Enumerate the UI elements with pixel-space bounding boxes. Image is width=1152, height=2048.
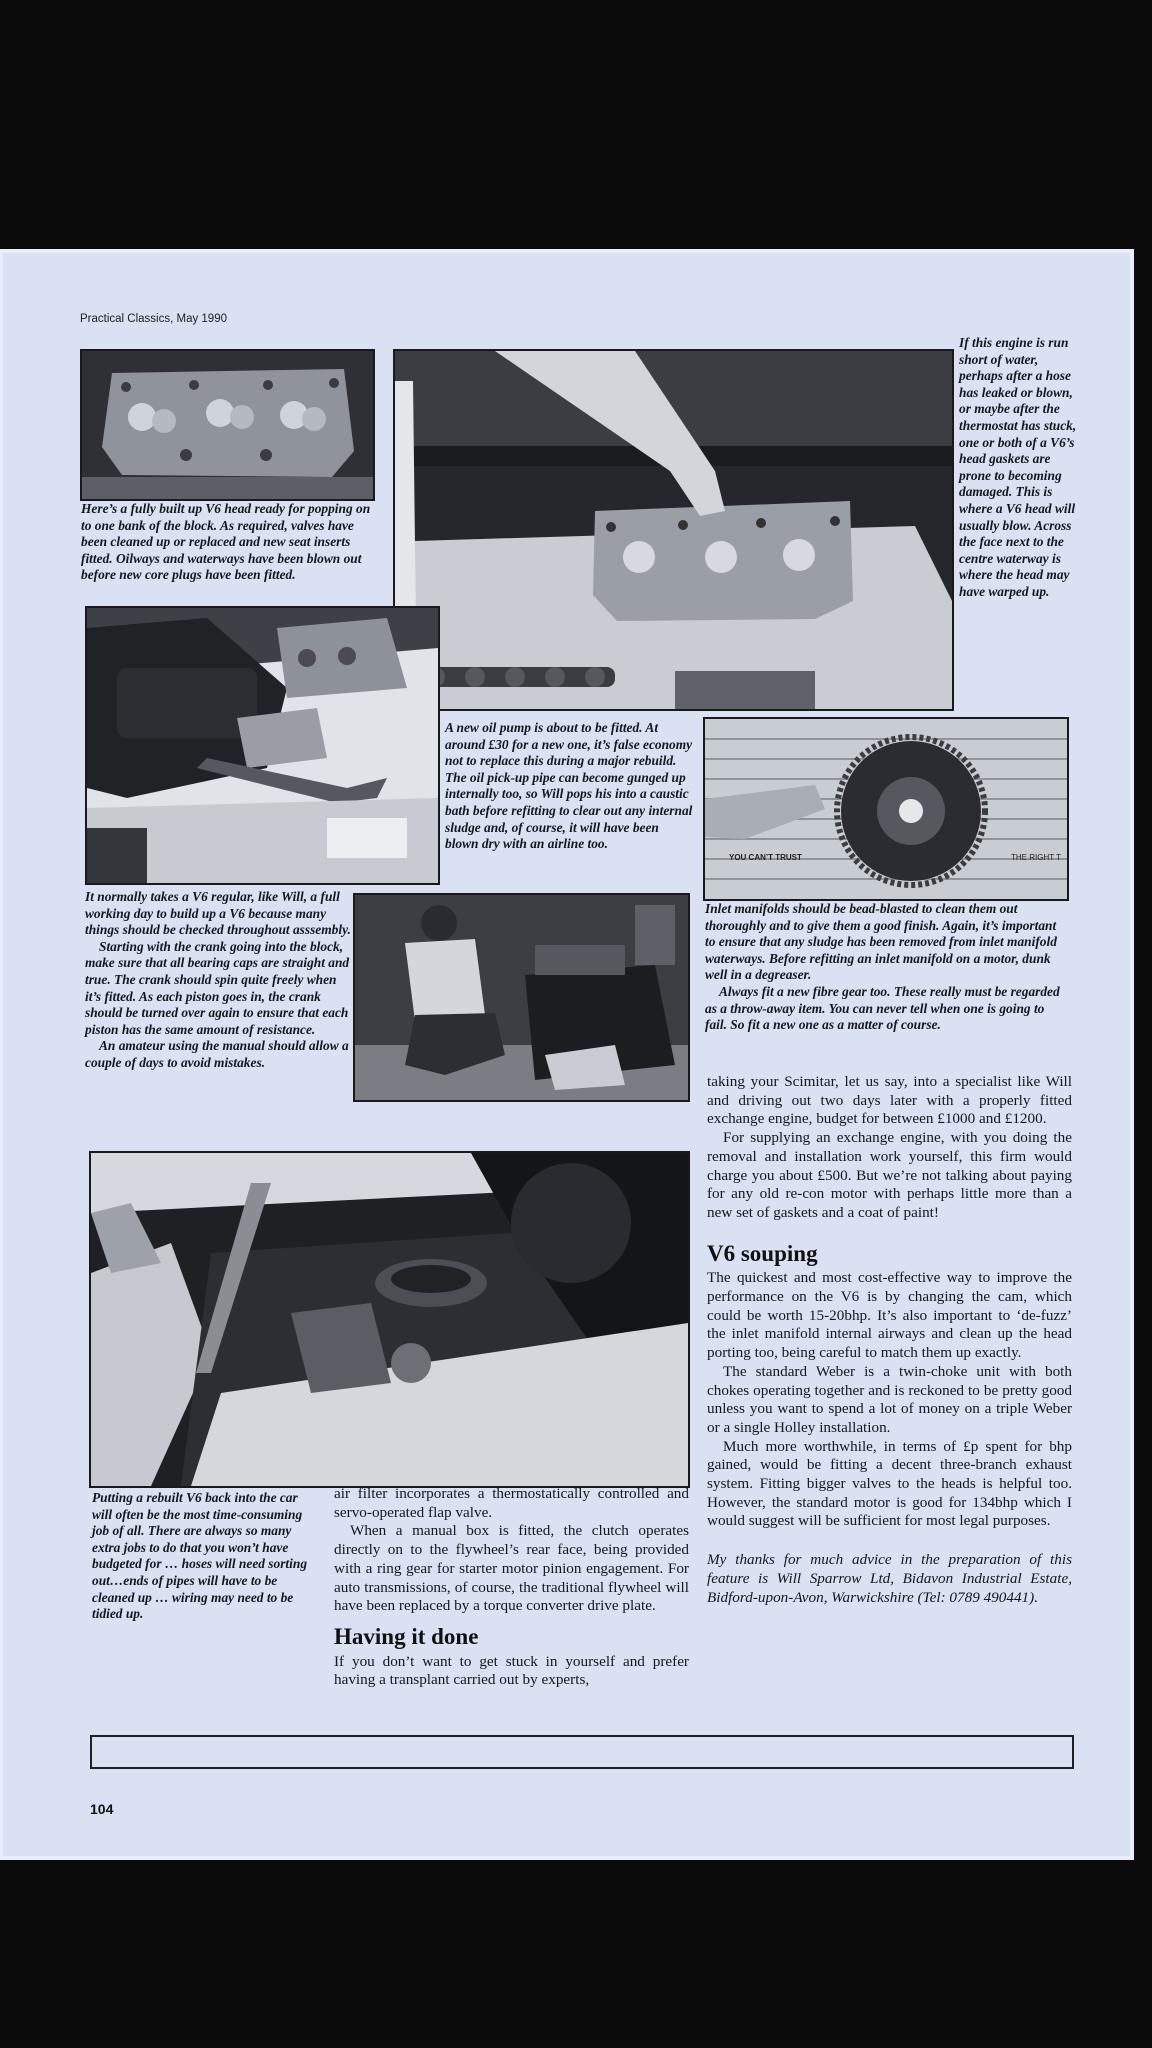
article-right-acknowledgement: My thanks for much advice in the preparation of this feature is Will Sparrow Ltd, Bidavon Industrial Estate, Bidford-upon-Avon, Warwickshire (Tel: 0789 490441). <box>707 1551 1072 1606</box>
caption-inlet-p1: Inlet manifolds should be bead-blasted to clean them out thoroughly and to give them a good finish. Again, it’s important to ensure that any sludge has been removed from inlet manifold waterways. Before refitting an inlet manifold on a motor, dunk well in a degreaser. <box>705 901 1057 983</box>
photo-engine-build <box>353 893 690 1102</box>
article-right-p3: The quickest and most cost-effective way to improve the performance on the V6 is by changing the cam, which could be worth 15-20bhp. It’s also important to ‘de-fuzz’ the inlet manifold internal airways and clean up the head porting too, being careful to match them up exactly. <box>707 1269 1072 1362</box>
photo-engine-in-car <box>89 1151 690 1488</box>
page-number: 104 <box>90 1801 114 1817</box>
caption-working-day-p2: Starting with the crank going into the block, make sure that all bearing caps are straight and true. The crank should spin quite freely when it’s fitted. As each piston goes in, the crank should be turned over again to ensure that each piston has the same amount of resistance. <box>85 938 350 1037</box>
heading-having-it-done: Having it done <box>334 1623 479 1649</box>
article-right-p2: For supplying an exchange engine, with you doing the removal and installation work yourself, this firm would charge you about £500. But we’re not talking about paying for any old re-con motor with perhaps little more than a new set of gaskets and a coat of paint! <box>707 1129 1072 1221</box>
article-column-middle <box>334 1485 689 1690</box>
photo-fibre-gear <box>703 717 1069 901</box>
heading-v6-souping: V6 souping <box>707 1240 818 1266</box>
footer-box <box>90 1735 1074 1769</box>
caption-rebuilt-v6: Putting a rebuilt V6 back into the car will often be the most time-consuming job of all. There are always so many extra jobs to do that you won’t have budgeted for … hoses will need sorting out…ends of pipes will have to be cleaned up … wiring may need to be tidied up. <box>92 1490 308 1622</box>
caption-working-day-p1: It normally takes a V6 regular, like Will, a full working day to build up a V6 because many things should be checked throughout asssembly. <box>85 889 351 938</box>
caption-head: Here’s a fully built up V6 head ready for popping on to one bank of the block. As required, valves have been cleaned up or replaced and new seat inserts fitted. Oilways and waterways have been blown out before new core plugs have been fitted. <box>81 501 371 583</box>
publication-header: Practical Classics, May 1990 <box>80 313 227 325</box>
caption-inlet-manifolds <box>705 901 1067 1034</box>
article-mid-p2: When a manual box is fitted, the clutch operates directly on to the flywheel’s rear face, being provided with a ring gear for starter motor pinion engagement. For auto transmissions, of course, the traditional flywheel will have been replaced by a torque converter drive plate. <box>334 1522 689 1615</box>
caption-oil-pump: A new oil pump is about to be fitted. At around £30 for a new one, it’s false economy not to replace this during a major rebuild. The oil pick-up pipe can become gunged up internally too, so Will pops his into a caustic bath before refitting to clear out any internal sludge and, of course, it will have been blown dry with an airline too. <box>445 720 693 852</box>
magazine-page <box>3 253 1130 1856</box>
newspaper-text-left: YOU CAN’T TRUST <box>729 853 802 862</box>
article-column-right <box>707 1073 1072 1607</box>
article-right-p1: taking your Scimitar, let us say, into a specialist like Will and driving out two days later with a properly fitted exchange engine, budget for between £1000 and £1200. <box>707 1073 1072 1128</box>
caption-gasket: If this engine is run short of water, perhaps after a hose has leaked or blown, or maybe after the thermostat has stuck, one or both of a V6’s head gaskets are prone to becoming damaged. This is where a V6 head will usually blow. Across the face next to the centre waterway is where the head may have warped up. <box>959 335 1077 599</box>
caption-working-day <box>85 889 355 1072</box>
article-right-p4: The standard Weber is a twin-choke unit with both chokes operating together and is reckoned to be pretty good unless you want to spend a lot of money on a triple Weber or a single Holley installation. <box>707 1362 1072 1436</box>
caption-working-day-p3: An amateur using the manual should allow a couple of days to avoid mistakes. <box>85 1038 349 1070</box>
photo-v6-head <box>80 349 375 501</box>
photo-head-gasket-face <box>393 349 954 711</box>
article-mid-p3: If you don’t want to get stuck in yourself and prefer having a transplant carried out by experts, <box>334 1652 689 1689</box>
article-mid-p1: air filter incorporates a thermostatically controlled and servo-operated flap valve. <box>334 1485 689 1521</box>
article-right-p5: Much more worthwhile, in terms of £p spent for bhp gained, would be fitting a decent three-branch exhaust system. Fitting bigger valves to the heads is helpful too. However, the standard motor is good for 134bhp which I would suggest will be sufficient for most legal purposes. <box>707 1437 1072 1530</box>
caption-inlet-p2: Always fit a new fibre gear too. These really must be regarded as a throw-away item. You can never tell when one is going to fail. So fit a new one as a matter of course. <box>705 983 1060 1033</box>
newspaper-text-right: THE RIGHT T <box>1011 853 1061 862</box>
photo-oil-pump <box>85 606 440 885</box>
